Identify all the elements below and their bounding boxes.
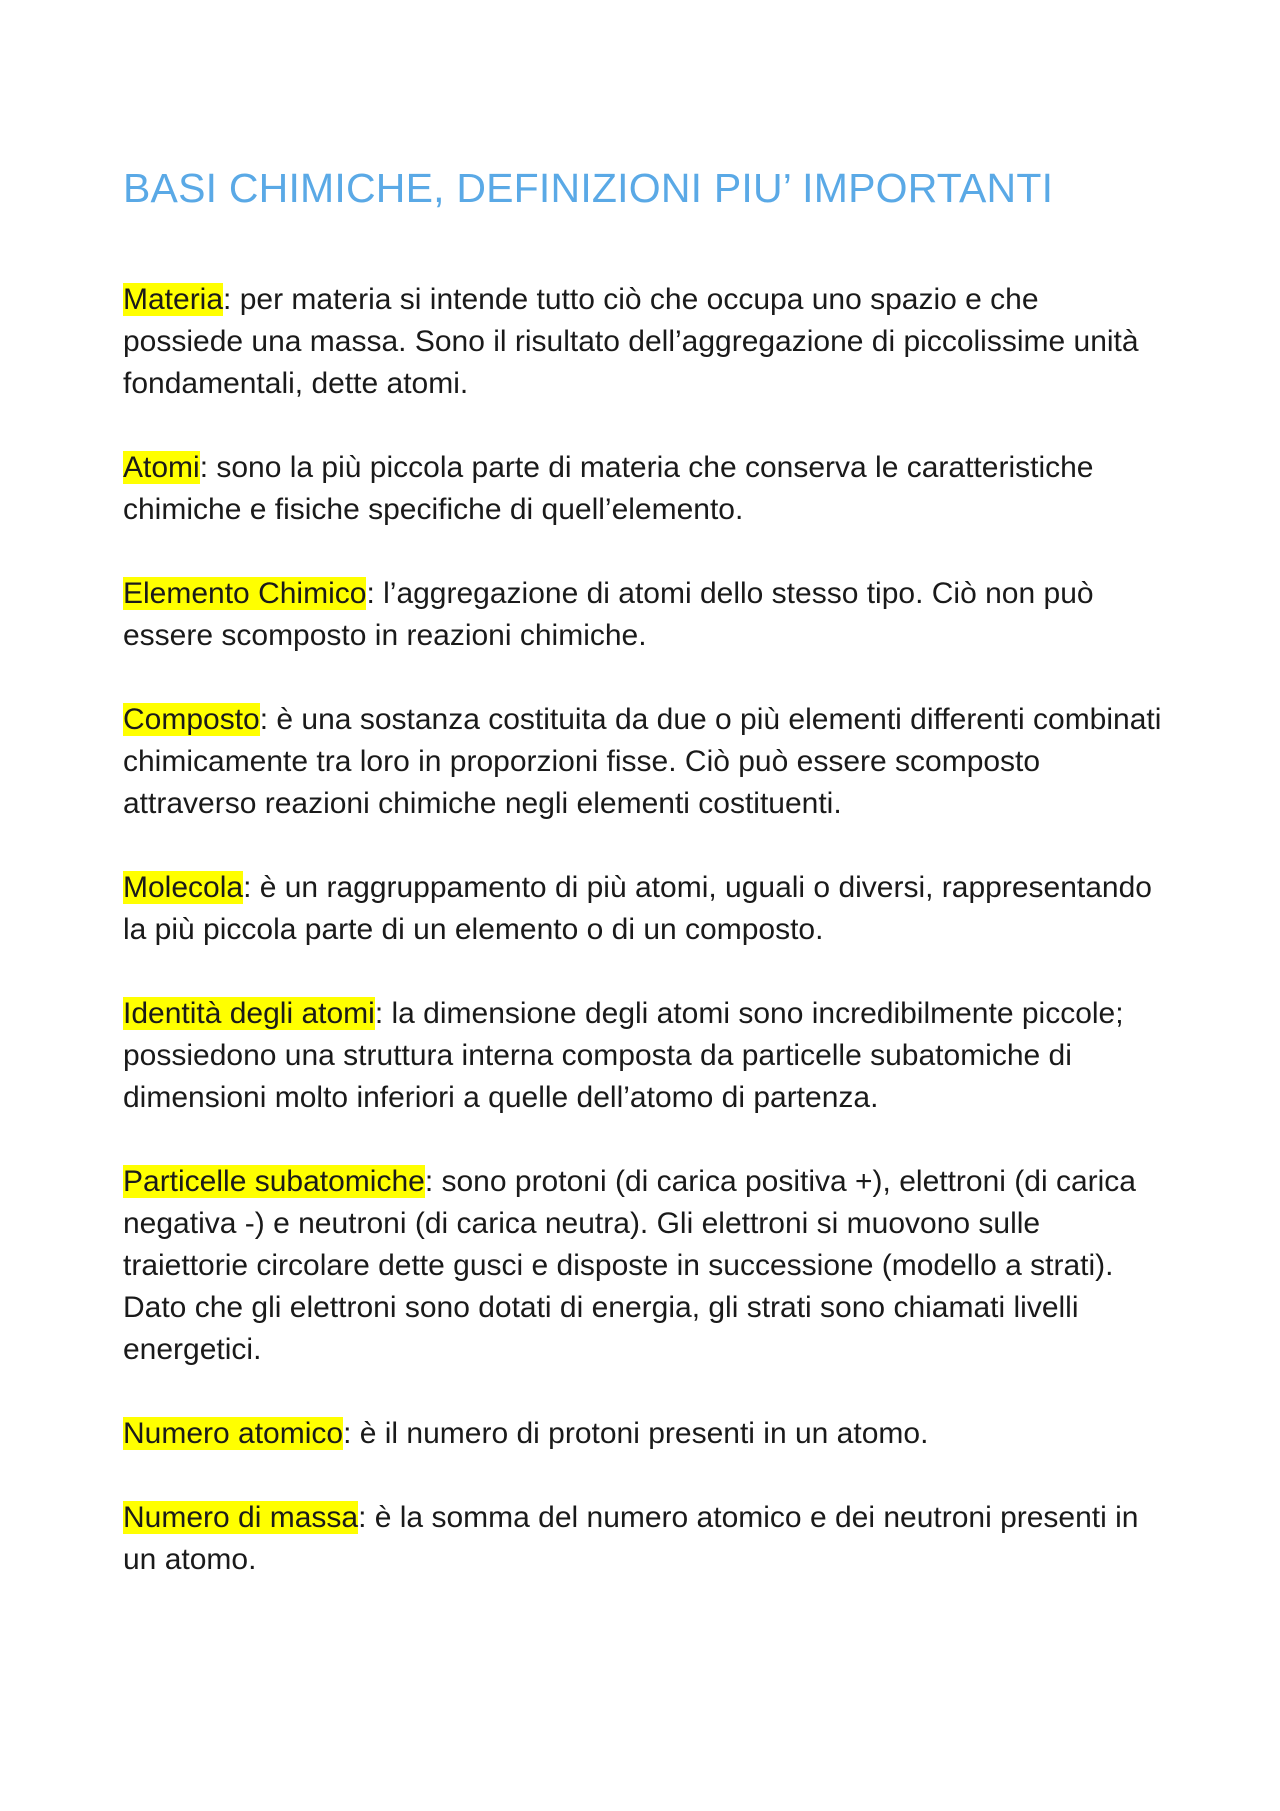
definition-text: : la dimensione degli atomi sono incredibilmente piccole; possiedono una struttura interna composta da particelle subatomiche di dimensioni molto inferiori a quelle dell’atomo di partenza. <box>123 997 1124 1114</box>
definition-text: : sono protoni (di carica positiva +), elettroni (di carica negativa -) e neutroni (di carica neutra). Gli elettroni si muovono sulle traiettorie circolare dette gusci e disposte in successione (modello a strati). Dato che gli elettroni sono dotati di energia, gli strati sono chiamati livelli energetici. <box>123 1165 1136 1366</box>
definition-term: Numero atomico <box>123 1417 344 1450</box>
page-title: BASI CHIMICHE, DEFINIZIONI PIU’ IMPORTANTI <box>123 165 1054 211</box>
document-page <box>123 160 1163 1623</box>
definition-term: Composto <box>123 703 260 736</box>
definition-text: : è una sostanza costituita da due o più elementi differenti combinati chimicamente tra loro in proporzioni fisse. Ciò può essere scomposto attraverso reazioni chimiche negli elementi costituenti. <box>123 703 1162 820</box>
definition-term: Materia <box>123 283 224 316</box>
definition-term: Numero di massa <box>123 1501 359 1534</box>
definition-particelle-subatomiche <box>123 1161 1163 1371</box>
definition-term: Particelle subatomiche <box>123 1165 425 1198</box>
definition-text: : è un raggruppamento di più atomi, uguali o diversi, rappresentando la più piccola parte di un elemento o di un composto. <box>123 871 1152 946</box>
definition-elemento-chimico <box>123 573 1163 657</box>
definition-text: : sono la più piccola parte di materia che conserva le caratteristiche chimiche e fisiche specifiche di quell’elemento. <box>123 451 1094 526</box>
definition-term: Atomi <box>123 451 200 484</box>
definition-composto <box>123 699 1163 825</box>
definition-text: : è il numero di protoni presenti in un atomo. <box>343 1417 929 1450</box>
definition-numero-atomico <box>123 1413 1163 1455</box>
definition-text: : l’aggregazione di atomi dello stesso tipo. Ciò non può essere scomposto in reazioni chimiche. <box>123 577 1094 652</box>
definition-text: : per materia si intende tutto ciò che occupa uno spazio e che possiede una massa. Sono il risultato dell’aggregazione di piccolissime unità fondamentali, dette atomi. <box>123 283 1139 400</box>
definition-term: Identità degli atomi <box>123 997 375 1030</box>
definition-identita-degli-atomi <box>123 993 1163 1119</box>
definition-molecola <box>123 867 1163 951</box>
definition-text: : è la somma del numero atomico e dei neutroni presenti in un atomo. <box>123 1501 1139 1576</box>
definition-materia <box>123 279 1163 405</box>
definition-atomi <box>123 447 1163 531</box>
definition-numero-di-massa <box>123 1497 1163 1581</box>
definition-term: Molecola <box>123 871 244 904</box>
definition-term: Elemento Chimico <box>123 577 367 610</box>
